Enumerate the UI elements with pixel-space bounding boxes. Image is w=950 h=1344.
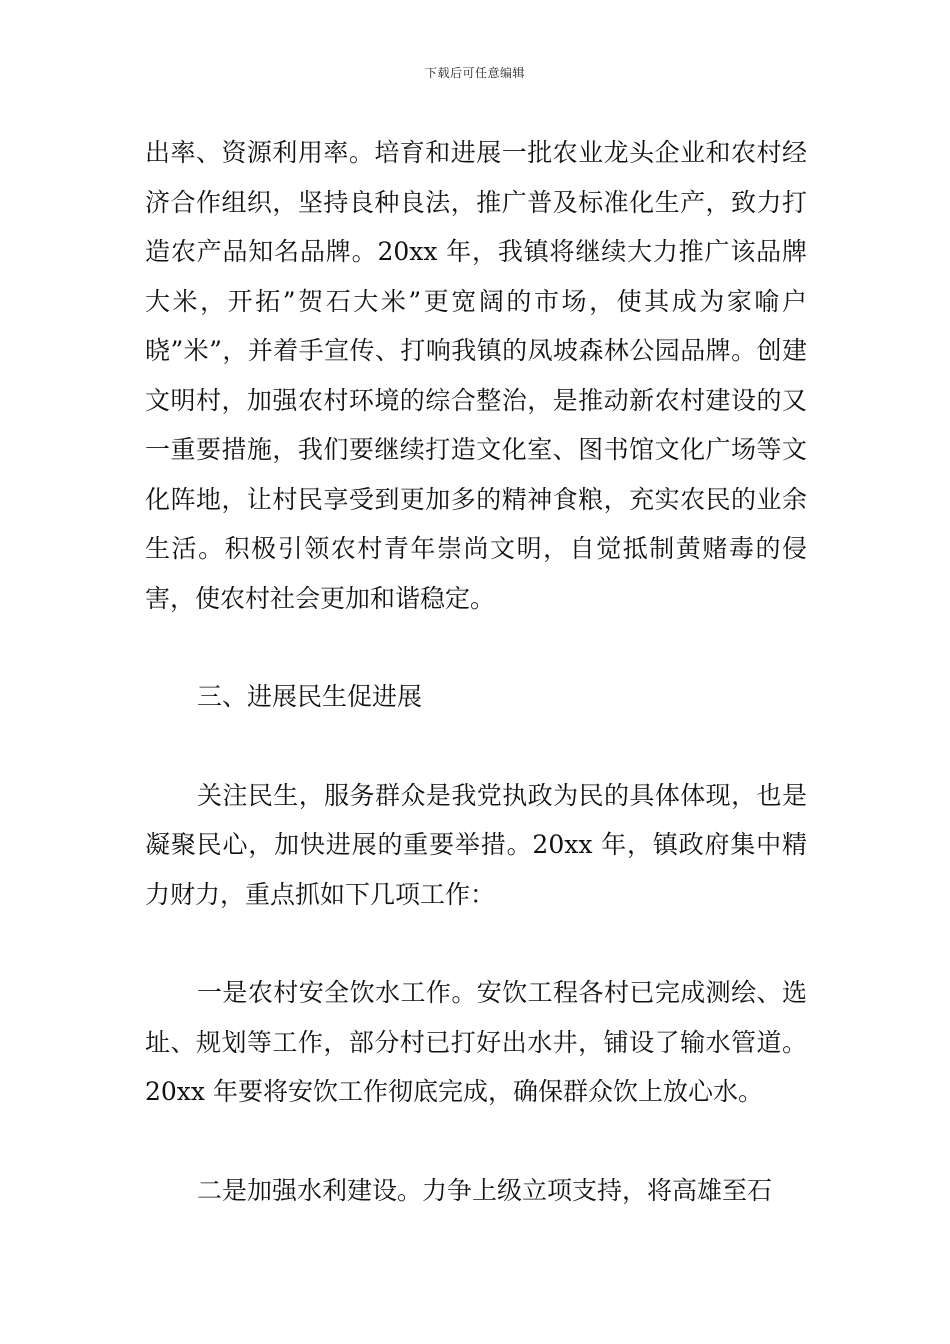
- paragraph-drinking-water: 一是农村安全饮水工作。安饮工程各村已完成测绘、选址、规划等工作，部分村已打好出水井，铺设了输水管道。20xx 年要将安饮工作彻底完成，确保群众饮上放心水。: [145, 978, 807, 1106]
- section-heading: 三、进展民生促进展: [197, 682, 423, 711]
- paragraph-agriculture: 出率、资源利用率。培育和进展一批农业龙头企业和农村经济合作组织，坚持良种良法，推广普及标准化生产，致力打造农产品知名品牌。20xx 年，我镇将继续大力推广该品牌大米，开拓”贺石大米”更宽阔的市场，使其成为家喻户晓”米”，并着手宣传、打响我镇的凤坡森林公园品牌。创建文明村，加强农村环境的综合整治，是推动新农村建设的又一重要措施，我们要继续打造文化室、图书馆文化广场等文化阵地，让村民享受到更加多的精神食粮，充实农民的业余生活。积极引领农村青年崇尚文明，自觉抵制黄赌毒的侵害，使农村社会更加和谐稳定。: [145, 138, 807, 613]
- page-header: 下载后可任意编辑: [424, 66, 525, 80]
- paragraph-water-conservancy: 二是加强水利建设。力争上级立项支持，将高雄至石: [197, 1175, 773, 1205]
- document-body: [145, 128, 807, 1215]
- paragraph-livelihood: 关注民生，服务群众是我党执政为民的具体体现，也是凝聚民心，加快进展的重要举措。20xx 年，镇政府集中精力财力，重点抓如下几项工作：: [145, 780, 807, 909]
